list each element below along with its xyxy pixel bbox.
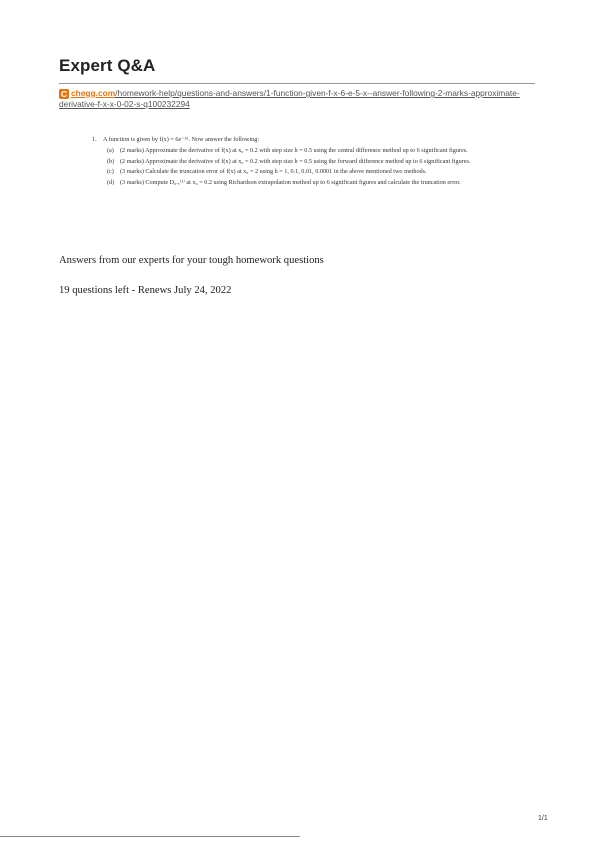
question-number: 1. [92,136,97,143]
part-label: (d) [107,179,115,187]
part-text: (2 marks) Approximate the derivative of f(x) at x₀ = 0.2 with step size h = 0.5 using the central difference method up to 6 significant figures. [120,146,468,154]
part-text: (3 marks) Calculate the truncation error of f(x) at x₀ = 2 using h = 1, 0.1, 0.01, 0.0001 in the above mentioned two methods. [120,168,427,176]
question-part-b [107,158,516,166]
part-text: (3 marks) Compute D₀.₅⁽¹⁾ at x₀ = 0.2 using Richardson extrapolation method up to 6 significant figures and calculate the truncation error. [120,179,461,187]
source-link[interactable] [59,88,537,110]
source-path-link[interactable]: /homework-help/questions-and-answers/1-function-given-f-x-6-e-5-x--answer-following-2-marks-approximate-derivative-f-x-x-0-02-s-q100232294 [59,88,520,109]
questions-remaining: 19 questions left - Renews July 24, 2022 [59,285,232,296]
part-label: (a) [107,146,114,154]
question-part-c [107,168,516,176]
part-label: (c) [107,168,114,176]
source-domain-link[interactable]: chegg.com [71,88,116,98]
footer-divider [0,836,300,837]
question-stem: A function is given by f(x) = 6e⁻⁵ˣ. Now answer the following: [103,136,260,143]
experts-tagline: Answers from our experts for your tough homework questions [59,255,324,266]
part-text: (2 marks) Approximate the derivative of f(x) at x₀ = 0.2 with step size h = 0.5 using the forward difference method up to 6 significant figures. [120,157,471,165]
part-label: (b) [107,157,115,165]
question-part-a [107,147,516,155]
question-image [92,136,516,187]
question-part-d [107,179,516,187]
page-number: 1/1 [538,815,548,822]
title-divider [59,83,535,84]
chegg-logo-icon: C [60,89,68,99]
page-title: Expert Q&A [59,56,156,75]
